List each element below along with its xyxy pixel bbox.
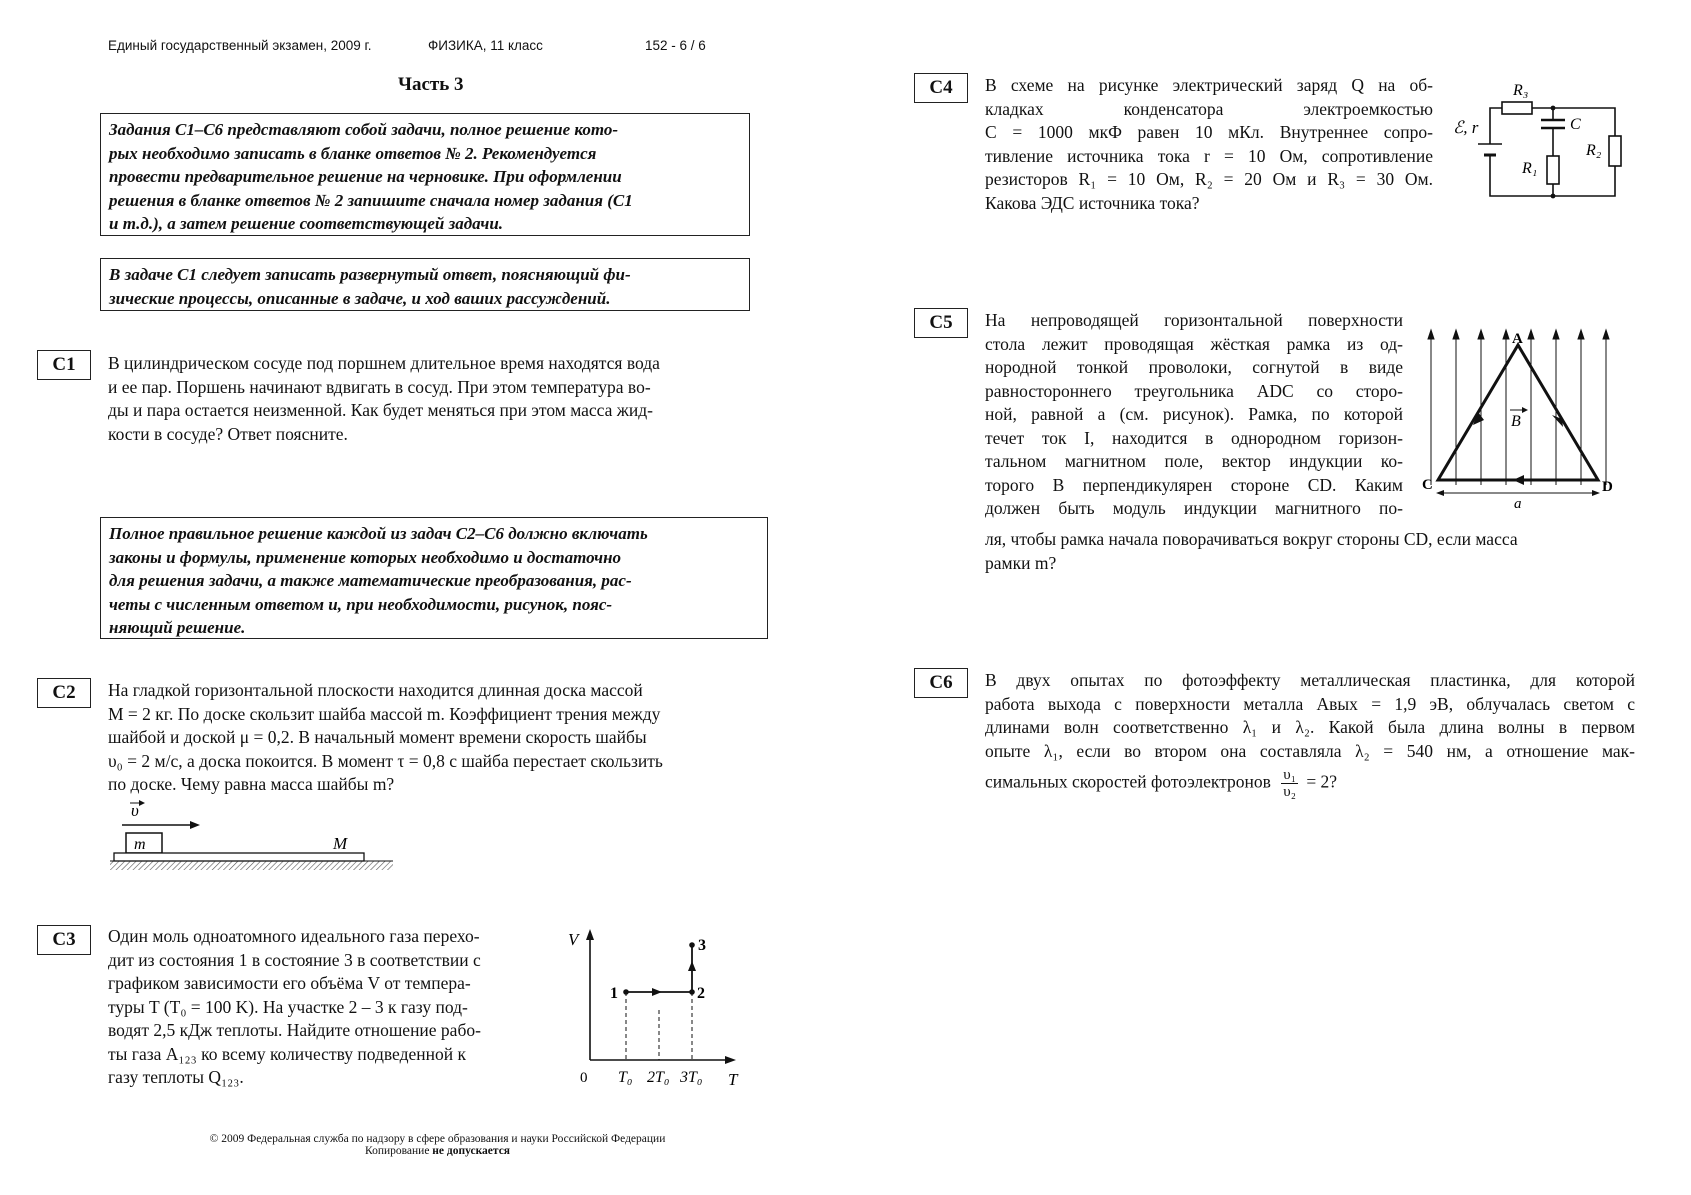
text-line: газу теплоты Q₁₂₃. — [108, 1067, 244, 1087]
instr-line: для решения задачи, а также математические преобразования, рас- — [109, 571, 632, 590]
tick-2t0: 2T₀ — [647, 1069, 670, 1085]
task-text-c1 — [108, 352, 760, 446]
origin-label: 0 — [580, 1070, 588, 1085]
text-line: водят 2,5 кДж теплоты. Найдите отношение рабо- — [108, 1020, 481, 1040]
text-line: длинами волн соответственно λ₁ и λ₂. Какой была длина волны в первом — [985, 717, 1635, 737]
capacitor-label: C — [1570, 116, 1581, 133]
text-line: торого B перпендикулярен стороне CD. Каким — [985, 474, 1403, 495]
point-2: 2 — [697, 985, 705, 1002]
text-line: по доске. Чему равна масса шайбы m? — [108, 774, 395, 794]
b-label: B — [1511, 413, 1521, 430]
text-line: ды и пара остается неизменной. Как будет меняться при этом масса жид- — [108, 400, 653, 420]
instr-line: провести предварительное решение на черновике. При оформлении — [109, 167, 622, 186]
instructions-c1 — [100, 258, 750, 311]
tick-t0: T₀ — [618, 1069, 633, 1085]
fraction-numerator: υ₁ — [1283, 767, 1296, 783]
text-line: равностороннего треугольника ADC со сторо- — [985, 380, 1403, 401]
text-line: должен быть модуль индукции магнитного по- — [985, 498, 1403, 518]
vertex-a: A — [1512, 331, 1523, 347]
r2-label: R₂ — [1586, 142, 1602, 159]
task-text-c2 — [108, 679, 760, 797]
instr-line: рых необходимо записать в бланке ответов № 2. Рекомендуется — [109, 143, 597, 163]
header-subject: ФИЗИКА, 11 класс — [428, 38, 543, 53]
tick-3t0: 3T₀ — [680, 1069, 703, 1085]
text-line: Какова ЭДС источника тока? — [985, 192, 1200, 213]
text-line — [985, 767, 1635, 800]
source-label: ℰ, r — [1453, 118, 1479, 137]
task-label-c4: С4 — [914, 73, 968, 103]
footer-copy-forbidden: не допускается — [432, 1145, 511, 1157]
point-3: 3 — [698, 937, 706, 954]
task-text-c6 — [985, 669, 1635, 800]
text-line: кладках конденсатора электроемкостью — [985, 98, 1433, 119]
puck-label: m — [134, 836, 146, 853]
instr-line: и т.д.), а затем решение соответствующей задачи. — [109, 214, 504, 233]
ground-surface — [110, 861, 393, 870]
text-line: рамки m? — [985, 552, 1057, 573]
footer-copyright: © 2009 Федеральная служба по надзору в сфере образования и науки Российской Федерации — [209, 1133, 666, 1145]
text-line: тальном магнитном поле, вектор индукции ко- — [985, 451, 1403, 471]
text-line: течет ток I, находится в однородном горизон- — [985, 427, 1403, 448]
text-line: В двух опытах по фотоэффекту металлическая пластинка, для которой — [985, 670, 1635, 690]
point-1: 1 — [610, 985, 618, 1002]
instr-line: зические процессы, описанные в задаче, и ход ваших рассуждений. — [109, 288, 611, 308]
task-text-c4 — [985, 74, 1433, 215]
task-label-c6: С6 — [914, 668, 968, 698]
instr-line: Задания С1–С6 представляют собой задачи, полное решение кото- — [109, 120, 619, 139]
fraction-denominator: υ₂ — [1283, 784, 1296, 800]
footer-copy-prefix: Копирование — [364, 1145, 433, 1157]
side-label: a — [1514, 496, 1522, 512]
text-line: шайбой и доской μ = 0,2. В начальный момент времени скорость шайбы — [108, 727, 647, 747]
header-page: 152 - 6 / 6 — [645, 38, 706, 53]
c6-last-line: симальных скоростей фотоэлектронов — [985, 771, 1271, 792]
text-line: и ее пар. Поршень начинают вдвигать в сосуд. При этом температура во- — [108, 376, 651, 397]
vertex-d: D — [1602, 479, 1613, 495]
r1-label: R₁ — [1522, 160, 1538, 177]
part-title: Часть 3 — [398, 74, 464, 95]
velocity-ratio-fraction — [1281, 767, 1298, 800]
header-exam: Единый государственный экзамен, 2009 г. — [108, 38, 372, 53]
instr-line: законы и формулы, применение которых необходимо и достаточно — [109, 547, 622, 567]
footer — [120, 1133, 755, 1157]
instructions-main — [100, 113, 750, 236]
task-text-c5-tail — [985, 528, 1635, 575]
text-line: На непроводящей горизонтальной поверхности — [985, 310, 1403, 330]
board-label: M — [333, 834, 348, 853]
text-line: стола лежит проводящая жёсткая рамка из од- — [985, 333, 1403, 354]
instr-line: В задаче С1 следует записать развернутый ответ, поясняющий фи- — [109, 265, 631, 284]
t-axis-label: T — [728, 1070, 738, 1085]
text-line: В цилиндрическом сосуде под поршнем длительное время находятся вода — [108, 353, 660, 373]
footer-copy-note — [120, 1145, 755, 1157]
instructions-c2-c6 — [100, 517, 768, 639]
task-text-c5 — [985, 309, 1403, 521]
instr-line: четы с численным ответом и, при необходимости, рисунок, пояс- — [109, 594, 613, 614]
task-label-c1: С1 — [37, 350, 91, 380]
text-line: туры T (T₀ = 100 K). На участке 2 – 3 к газу под- — [108, 996, 468, 1017]
instr-line: решения в бланке ответов № 2 запишите сначала номер задания (С1 — [109, 190, 633, 210]
text-line: кости в сосуде? Ответ поясните. — [108, 423, 348, 444]
triangle-frame-figure — [1418, 325, 1618, 515]
text-line: работа выхода с поверхности металла Aвых = 1,9 эВ, облучалась светом с — [985, 693, 1635, 714]
instr-line: няющий решение. — [109, 618, 246, 637]
instr-line: Полное правильное решение каждой из задач С2–С6 должно включать — [109, 524, 648, 543]
text-line: тивление источника тока r = 10 Ом, сопротивление — [985, 145, 1433, 166]
text-line: M = 2 кг. По доске скользит шайба массой m. Коэффициент трения между — [108, 703, 661, 724]
task-label-c2: С2 — [37, 678, 91, 708]
text-line: На гладкой горизонтальной плоскости находится длинная доска массой — [108, 680, 643, 700]
r3-label: R₃ — [1513, 82, 1529, 99]
velocity-label: υ — [131, 801, 139, 820]
text-line: υ₀ = 2 м/с, а доска покоится. В момент τ = 0,8 с шайба перестает скользить — [108, 750, 663, 771]
board — [114, 853, 364, 861]
text-line: ной, равной a (см. рисунок). Рамка, по которой — [985, 404, 1403, 424]
puck-board-figure — [100, 795, 400, 880]
text-line: C = 1000 мкФ равен 10 мКл. Внутреннее сопро- — [985, 122, 1433, 142]
task-text-c3 — [108, 925, 553, 1090]
fraction-value: = 2? — [1306, 771, 1338, 792]
text-line: ты газа A₁₂₃ ко всему количеству подведенной к — [108, 1043, 466, 1064]
vt-graph — [560, 925, 745, 1085]
text-line: ля, чтобы рамка начала поворачиваться вокруг стороны CD, если масса — [985, 529, 1518, 549]
field-lines — [1428, 330, 1609, 485]
task-label-c3: С3 — [37, 925, 91, 955]
text-line: графиком зависимости его объёма V от темпера- — [108, 973, 471, 993]
text-line: опыте λ₁, если во втором она составляла λ₂ = 540 нм, а отношение мак- — [985, 740, 1635, 761]
text-line: Один моль одноатомного идеального газа перехо- — [108, 926, 480, 946]
text-line: дит из состояния 1 в состояние 3 в соответствии с — [108, 949, 481, 970]
task-label-c5: С5 — [914, 308, 968, 338]
text-line: резисторов R₁ = 10 Ом, R₂ = 20 Ом и R₃ = 30 Ом. — [985, 169, 1433, 189]
circuit-diagram — [1450, 78, 1630, 203]
text-line: нородной тонкой проволоки, согнутой в виде — [985, 357, 1403, 377]
text-line: В схеме на рисунке электрический заряд Q на об- — [985, 75, 1433, 95]
vertex-c: C — [1422, 477, 1433, 493]
v-axis-label: V — [568, 930, 579, 949]
